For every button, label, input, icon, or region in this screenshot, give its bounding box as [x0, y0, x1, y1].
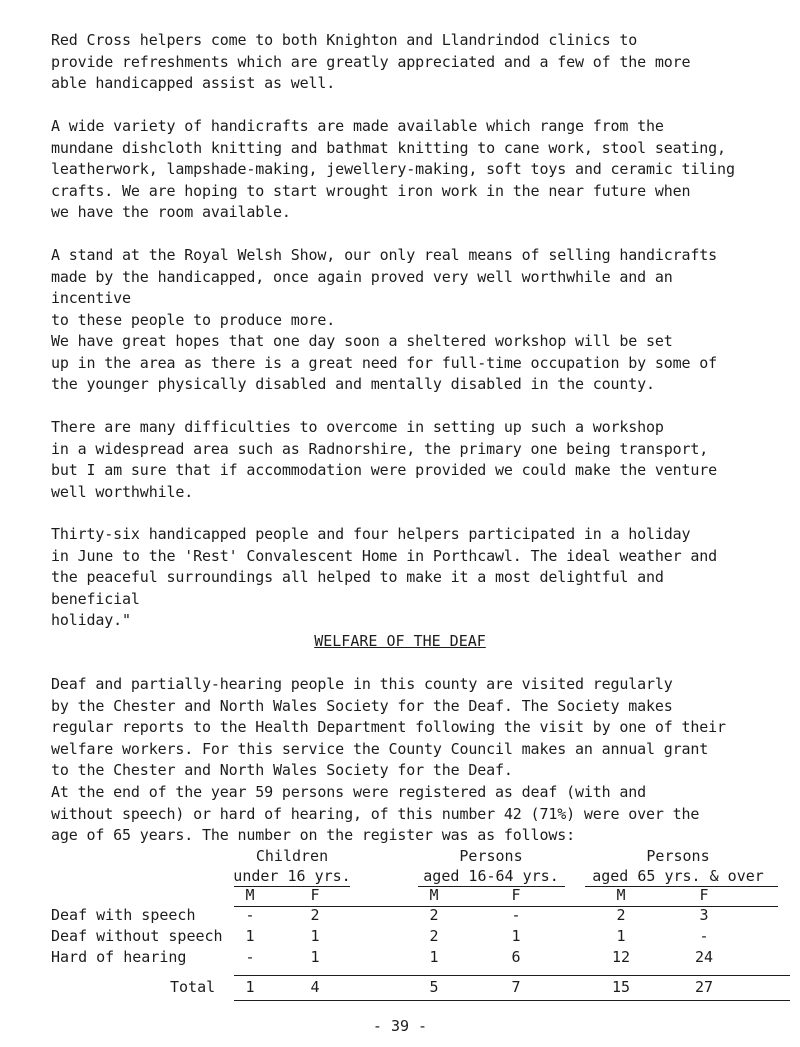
table-cell: 1 [310, 927, 320, 945]
table-cell: 2 [310, 906, 320, 924]
section-heading: WELFARE OF THE DEAF [314, 632, 486, 650]
table-cell: 12 [611, 948, 631, 966]
total-cell: 15 [611, 978, 631, 996]
page-number: - 39 - [372, 1017, 428, 1035]
paragraph-deaf-visits: Deaf and partially-hearing people in this county are visited regularly by the Chester and North Wales Society for the Deaf. The Society makes regular reports to the Health Department following the visit by one of their welfare workers. For this service the County Council makes an annual grant to the Chester and North Wales Society for the Deaf. [51, 675, 726, 779]
table-cell: 2 [429, 927, 439, 945]
table-cell: 1 [429, 948, 439, 966]
subhead-adults-f: F [511, 886, 521, 904]
paragraph-sheltered-workshop: We have great hopes that one day soon a sheltered workshop will be set up in the area as there is a great need for full-time occupation by some of the younger physically disabled and mentally disabled in the county. [51, 332, 718, 393]
row-label-deaf-with-speech: Deaf with speech [51, 906, 196, 924]
table-cell: - [699, 927, 709, 945]
paragraph-handicrafts: A wide variety of handicrafts are made available which range from the mundane dishcloth knitting and bathmat knitting to cane work, stool seating, leatherwork, lampshade-making, jewellery-making, soft toys and ceramic tiling crafts. We are hoping to start wrought iron work in the near future when we have the room available. [51, 117, 735, 221]
table-cell: 1 [616, 927, 626, 945]
paragraph-difficulties: There are many difficulties to overcome in setting up such a workshop in a widespread area such as Radnorshire, the primary one being transport, but I am sure that if accommodation were provided we could make the venture well worthwhile. [51, 418, 718, 501]
table-cell: 2 [429, 906, 439, 924]
subhead-children-f: F [310, 886, 320, 904]
table-cell: - [245, 906, 255, 924]
table-cell: 1 [310, 948, 320, 966]
table-cell: 3 [699, 906, 709, 924]
group-subheader-persons-65: aged 65 yrs. & over [592, 867, 764, 885]
table-cell: - [511, 906, 521, 924]
total-cell: 5 [429, 978, 439, 996]
table-cell: 1 [511, 927, 521, 945]
subhead-adults-m: M [429, 886, 439, 904]
group-subheader-children: under 16 yrs. [233, 867, 351, 885]
total-rule-bottom [234, 1000, 790, 1001]
row-label-deaf-without-speech: Deaf without speech [51, 927, 223, 945]
subhead-elderly-f: F [699, 886, 709, 904]
table-cell: 6 [511, 948, 521, 966]
group-header-persons-65: Persons [646, 847, 710, 865]
paragraph-red-cross: Red Cross helpers come to both Knighton and Llandrindod clinics to provide refreshments which are greatly appreciated and a few of the more able handicapped assist as well. [51, 31, 691, 92]
group-subheader-persons-16-64: aged 16-64 yrs. [423, 867, 559, 885]
table-cell: 1 [245, 927, 255, 945]
subhead-children-m: M [245, 886, 255, 904]
total-rule-top [234, 975, 790, 976]
group-header-children: Children [255, 847, 329, 865]
table-cell: 24 [694, 948, 714, 966]
total-cell: 27 [694, 978, 714, 996]
paragraph-register-count: At the end of the year 59 persons were registered as deaf (with and without speech) or hard of hearing, of this number 42 (71%) were over the age of 65 years. The number on the register was as follows: [51, 783, 700, 844]
table-cell: - [245, 948, 255, 966]
row-label-hard-of-hearing: Hard of hearing [51, 948, 187, 966]
row-label-total: Total [170, 978, 216, 996]
subhead-elderly-m: M [616, 886, 626, 904]
table-cell: 2 [616, 906, 626, 924]
paragraph-royal-welsh-show: A stand at the Royal Welsh Show, our only real means of selling handicrafts made by the handicapped, once again proved very well worthwhile and an incentive to these people to produce more. [51, 246, 718, 329]
total-cell: 7 [511, 978, 521, 996]
paragraph-holiday: Thirty-six handicapped people and four helpers participated in a holiday in June to the 'Rest' Convalescent Home in Porthcawl. The ideal weather and the peaceful surroundings all helped to make it a most delightful and beneficial holiday." [51, 525, 718, 629]
group-header-persons-16-64: Persons [459, 847, 523, 865]
total-cell: 4 [310, 978, 320, 996]
total-cell: 1 [245, 978, 255, 996]
